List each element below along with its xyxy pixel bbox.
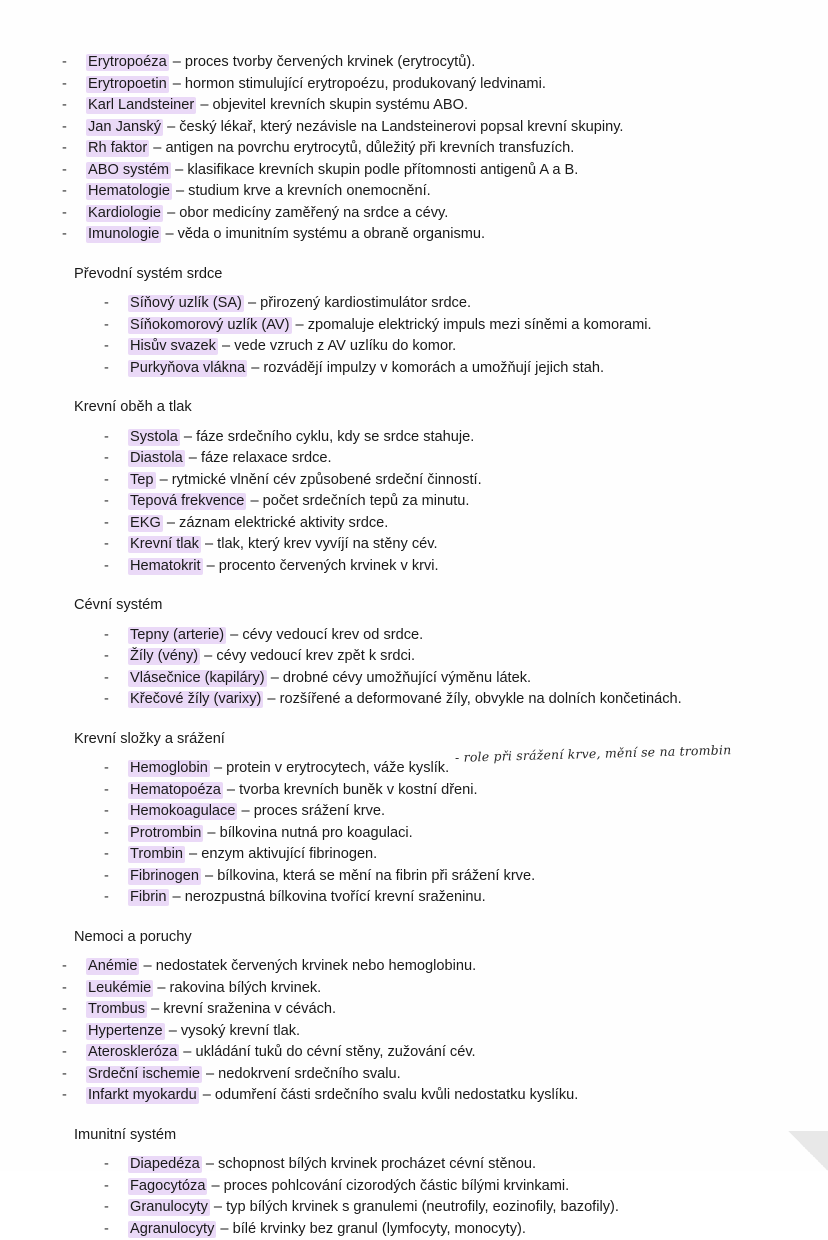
section xyxy=(52,264,768,380)
term-highlight: Trombus xyxy=(86,1001,147,1018)
bullet-dash: - xyxy=(104,448,109,470)
list-item xyxy=(52,780,768,802)
term-definition: – bílkovina nutná pro koagulaci. xyxy=(203,825,412,841)
list-item xyxy=(52,1085,768,1107)
bullet-dash: - xyxy=(62,956,67,978)
bullet-dash: - xyxy=(62,1085,67,1107)
term-highlight: Hemoglobin xyxy=(128,760,210,777)
list-item xyxy=(52,1021,768,1043)
term-highlight: Hypertenze xyxy=(86,1023,165,1040)
bullet-dash: - xyxy=(62,999,67,1021)
list-item xyxy=(52,448,768,470)
bullet-dash: - xyxy=(104,1154,109,1176)
list-item xyxy=(52,823,768,845)
bullet-dash: - xyxy=(62,95,67,117)
list-item xyxy=(52,801,768,823)
term-definition: – procento červených krvinek v krvi. xyxy=(203,558,439,574)
term-definition: – proces srážení krve. xyxy=(237,803,385,819)
section-term-list xyxy=(52,625,768,711)
list-item xyxy=(52,1064,768,1086)
term-highlight: Infarkt myokardu xyxy=(86,1087,199,1104)
term-definition: – rakovina bílých krvinek. xyxy=(153,980,321,996)
bullet-dash: - xyxy=(62,224,67,246)
bullet-dash: - xyxy=(62,1042,67,1064)
term-highlight: Diapedéza xyxy=(128,1156,202,1173)
term-highlight: Srdeční ischemie xyxy=(86,1066,202,1083)
term-definition: – tvorba krevních buněk v kostní dřeni. xyxy=(223,782,478,798)
bullet-dash: - xyxy=(104,358,109,380)
term-definition: – přirozený kardiostimulátor srdce. xyxy=(244,295,471,311)
bullet-dash: - xyxy=(104,315,109,337)
bullet-dash: - xyxy=(62,181,67,203)
bullet-dash: - xyxy=(62,52,67,74)
term-definition: – rozvádějí impulzy v komorách a umožňují jejich stah. xyxy=(247,360,604,376)
term-definition: – vysoký krevní tlak. xyxy=(165,1023,300,1039)
term-highlight: Rh faktor xyxy=(86,140,149,157)
bullet-dash: - xyxy=(62,1021,67,1043)
term-definition: – odumření části srdečního svalu kvůli nedostatku kyslíku. xyxy=(199,1087,579,1103)
term-highlight: Žíly (vény) xyxy=(128,648,200,665)
term-highlight: Vlásečnice (kapiláry) xyxy=(128,670,267,687)
term-highlight: Anémie xyxy=(86,958,139,975)
term-highlight: Purkyňova vlákna xyxy=(128,360,247,377)
term-highlight: Protrombin xyxy=(128,825,203,842)
bullet-dash: - xyxy=(104,625,109,647)
list-item xyxy=(52,1042,768,1064)
term-definition: – typ bílých krvinek s granulemi (neutrofily, eozinofily, bazofily). xyxy=(210,1199,619,1215)
list-item xyxy=(52,668,768,690)
list-item xyxy=(52,224,768,246)
bullet-dash: - xyxy=(104,844,109,866)
bullet-dash: - xyxy=(104,491,109,513)
list-item xyxy=(52,866,768,888)
term-highlight: Hisův svazek xyxy=(128,338,218,355)
list-item xyxy=(52,999,768,1021)
term-definition: – cévy vedoucí krev zpět k srdci. xyxy=(200,648,415,664)
term-highlight: Granulocyty xyxy=(128,1199,210,1216)
term-highlight: Fagocytóza xyxy=(128,1178,207,1195)
list-item xyxy=(52,358,768,380)
bullet-dash: - xyxy=(104,513,109,535)
term-definition: – proces pohlcování cizorodých částic bílými krvinkami. xyxy=(207,1178,569,1194)
section-heading: Cévní systém xyxy=(74,595,768,617)
term-definition: – ukládání tuků do cévní stěny, zužování cév. xyxy=(179,1044,475,1060)
term-definition: – záznam elektrické aktivity srdce. xyxy=(163,515,388,531)
term-highlight: Trombin xyxy=(128,846,185,863)
handwritten-annotation: - role při srážení krve, mění se na trombin xyxy=(455,742,732,765)
bullet-dash: - xyxy=(104,801,109,823)
bullet-dash: - xyxy=(104,887,109,909)
term-definition: – nerozpustná bílkovina tvořící krevní sraženinu. xyxy=(169,889,486,905)
list-item xyxy=(52,117,768,139)
term-highlight: Agranulocyty xyxy=(128,1221,216,1238)
term-highlight: Síňokomorový uzlík (AV) xyxy=(128,317,292,334)
term-definition: – nedokrvení srdečního svalu. xyxy=(202,1066,401,1082)
bullet-dash: - xyxy=(104,646,109,668)
section-term-list xyxy=(52,758,768,909)
list-item xyxy=(52,534,768,556)
term-highlight: Erytropoéza xyxy=(86,54,169,71)
list-item xyxy=(52,181,768,203)
term-definition: – tlak, který krev vyvíjí na stěny cév. xyxy=(201,536,438,552)
section xyxy=(52,1125,768,1240)
term-definition: – rytmické vlnění cév způsobené srdeční činností. xyxy=(156,472,482,488)
section-term-list xyxy=(52,1154,768,1240)
bullet-dash: - xyxy=(104,866,109,888)
term-definition: – fáze srdečního cyklu, kdy se srdce stahuje. xyxy=(180,429,474,445)
list-item xyxy=(52,1197,768,1219)
term-definition: – proces tvorby červených krvinek (erytrocytů). xyxy=(169,54,476,70)
term-highlight: Imunologie xyxy=(86,226,161,243)
term-highlight: Fibrin xyxy=(128,889,169,906)
term-definition: – cévy vedoucí krev od srdce. xyxy=(226,627,423,643)
list-item xyxy=(52,844,768,866)
term-definition: – enzym aktivující fibrinogen. xyxy=(185,846,377,862)
term-highlight: Tep xyxy=(128,472,156,489)
term-definition: – vede vzruch z AV uzlíku do komor. xyxy=(218,338,456,354)
bullet-dash: - xyxy=(104,1219,109,1240)
term-definition: – klasifikace krevních skupin podle přítomnosti antigenů A a B. xyxy=(171,162,578,178)
term-highlight: Jan Janský xyxy=(86,119,163,136)
term-highlight: Hematokrit xyxy=(128,558,203,575)
term-definition: – rozšířené a deformované žíly, obvykle na dolních končetinách. xyxy=(263,691,681,707)
section-term-list xyxy=(52,956,768,1107)
list-item xyxy=(52,203,768,225)
term-definition: – studium krve a krevních onemocnění. xyxy=(172,183,431,199)
bullet-dash: - xyxy=(104,470,109,492)
bullet-dash: - xyxy=(62,138,67,160)
section-heading: Krevní oběh a tlak xyxy=(74,397,768,419)
list-item xyxy=(52,491,768,513)
term-definition: – protein v erytrocytech, váže kyslík. xyxy=(210,760,449,776)
list-item xyxy=(52,470,768,492)
list-item xyxy=(52,1176,768,1198)
bullet-dash: - xyxy=(62,74,67,96)
bullet-dash: - xyxy=(104,1176,109,1198)
bullet-dash: - xyxy=(104,293,109,315)
list-item xyxy=(52,74,768,96)
section-heading: Nemoci a poruchy xyxy=(74,927,768,949)
list-item xyxy=(52,1219,768,1240)
term-highlight: Krevní tlak xyxy=(128,536,201,553)
term-definition: – český lékař, který nezávisle na Landsteinerovi popsal krevní skupiny. xyxy=(163,119,623,135)
term-highlight: Ateroskleróza xyxy=(86,1044,179,1061)
term-highlight: Síňový uzlík (SA) xyxy=(128,295,244,312)
term-definition: – antigen na povrchu erytrocytů, důležitý při krevních transfuzích. xyxy=(149,140,574,156)
bullet-dash: - xyxy=(104,758,109,780)
bullet-dash: - xyxy=(104,427,109,449)
term-highlight: Leukémie xyxy=(86,980,153,997)
term-definition: – fáze relaxace srdce. xyxy=(185,450,332,466)
term-definition: – zpomaluje elektrický impuls mezi síněmi a komorami. xyxy=(292,317,652,333)
term-highlight: Hematologie xyxy=(86,183,172,200)
term-definition: – drobné cévy umožňující výměnu látek. xyxy=(267,670,531,686)
list-item xyxy=(52,625,768,647)
term-highlight: Hemokoagulace xyxy=(128,803,237,820)
bullet-dash: - xyxy=(62,203,67,225)
term-definition: – věda o imunitním systému a obraně organismu. xyxy=(161,226,485,242)
bullet-dash: - xyxy=(62,978,67,1000)
list-item xyxy=(52,556,768,578)
bullet-dash: - xyxy=(104,823,109,845)
term-highlight: EKG xyxy=(128,515,163,532)
term-highlight: Systola xyxy=(128,429,180,446)
bullet-dash: - xyxy=(104,534,109,556)
intro-term-list xyxy=(52,52,768,246)
list-item xyxy=(52,513,768,535)
list-item xyxy=(52,427,768,449)
term-definition: – hormon stimulující erytropoézu, produkovaný ledvinami. xyxy=(169,76,546,92)
bullet-dash: - xyxy=(104,780,109,802)
list-item xyxy=(52,138,768,160)
section xyxy=(52,595,768,711)
list-item xyxy=(52,336,768,358)
list-item xyxy=(52,315,768,337)
term-highlight: Tepová frekvence xyxy=(128,493,246,510)
term-definition: – krevní sraženina v cévách. xyxy=(147,1001,336,1017)
list-item xyxy=(52,978,768,1000)
bullet-dash: - xyxy=(62,1064,67,1086)
term-definition: – schopnost bílých krvinek procházet cévní stěnou. xyxy=(202,1156,536,1172)
term-definition: – bílkovina, která se mění na fibrin při srážení krve. xyxy=(201,868,535,884)
bullet-dash: - xyxy=(62,160,67,182)
bullet-dash: - xyxy=(104,689,109,711)
section-heading: Krevní složky a srážení xyxy=(74,729,768,751)
section-heading: Imunitní systém xyxy=(74,1125,768,1147)
list-item xyxy=(52,956,768,978)
list-item xyxy=(52,293,768,315)
term-highlight: Erytropoetin xyxy=(86,76,169,93)
list-item xyxy=(52,52,768,74)
bullet-dash: - xyxy=(104,556,109,578)
term-definition: – bílé krvinky bez granul (lymfocyty, monocyty). xyxy=(216,1221,526,1237)
section xyxy=(52,397,768,577)
term-definition: – obor medicíny zaměřený na srdce a cévy. xyxy=(163,205,448,221)
term-highlight: Karl Landsteiner xyxy=(86,97,196,114)
term-highlight: ABO systém xyxy=(86,162,171,179)
term-highlight: Diastola xyxy=(128,450,185,467)
term-highlight: Hematopoéza xyxy=(128,782,223,799)
section-term-list xyxy=(52,293,768,379)
list-item xyxy=(52,160,768,182)
term-highlight: Křečové žíly (varixy) xyxy=(128,691,263,708)
section-heading: Převodní systém srdce xyxy=(74,264,768,286)
term-highlight: Tepny (arterie) xyxy=(128,627,226,644)
term-highlight: Fibrinogen xyxy=(128,868,201,885)
term-definition: – objevitel krevních skupin systému ABO. xyxy=(196,97,468,113)
bullet-dash: - xyxy=(104,668,109,690)
list-item xyxy=(52,1154,768,1176)
section-term-list xyxy=(52,427,768,578)
list-item xyxy=(52,95,768,117)
section xyxy=(52,927,768,1107)
list-item xyxy=(52,758,768,780)
term-definition: – počet srdečních tepů za minutu. xyxy=(246,493,469,509)
term-definition: – nedostatek červených krvinek nebo hemoglobinu. xyxy=(139,958,476,974)
bullet-dash: - xyxy=(62,117,67,139)
list-item xyxy=(52,689,768,711)
bullet-dash: - xyxy=(104,1197,109,1219)
term-highlight: Kardiologie xyxy=(86,205,163,222)
list-item xyxy=(52,646,768,668)
list-item xyxy=(52,887,768,909)
bullet-dash: - xyxy=(104,336,109,358)
page-corner-fold xyxy=(788,1131,828,1171)
